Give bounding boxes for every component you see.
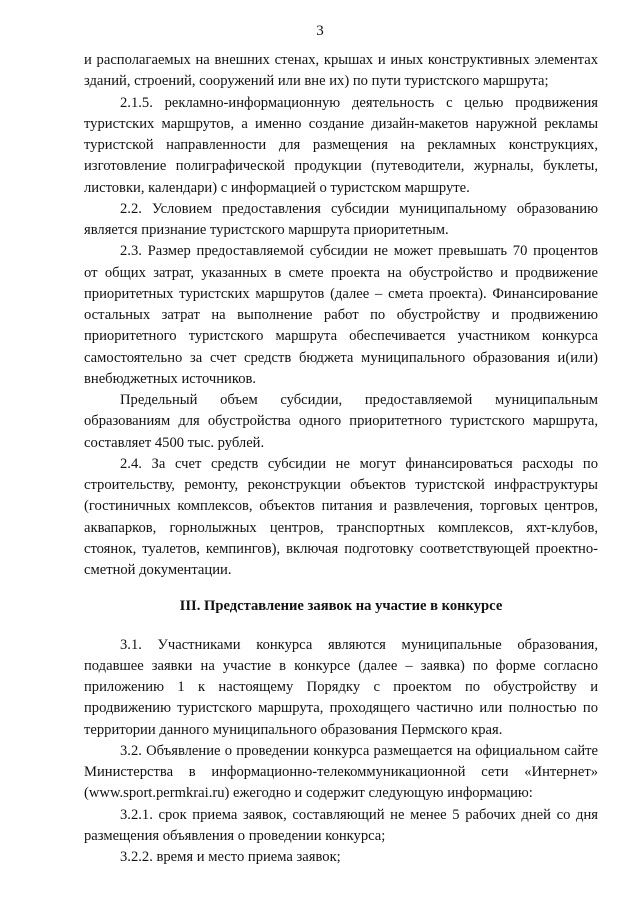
- paragraph-3-2-2: 3.2.2. время и место приема заявок;: [120, 849, 341, 865]
- paragraph-2-1-5: 2.1.5. рекламно-информационную деятельность с целью продвижения туристских маршрутов, а именно создание дизайн-макетов наружной рекламы туристской направленности для размещения на рекламных конструкциях, изготовление полиграфической продукции (путеводители, журналы, буклеты, листовки, календари) с информацией о туристском маршруте.: [84, 94, 598, 196]
- document-body: [84, 50, 598, 868]
- paragraph-3-2: 3.2. Объявление о проведении конкурса размещается на официальном сайте Министерства в информационно-телекоммуникационной сети «Интернет» (www.sport.permkrai.ru) ежегодно и содержит следующую информацию:: [84, 742, 598, 802]
- paragraph-3-2-1: 3.2.1. срок приема заявок, составляющий не менее 5 рабочих дней со дня размещения объявления о проведении конкурса;: [84, 806, 598, 844]
- paragraph-2-4: 2.4. За счет средств субсидии не могут финансироваться расходы по строительству, ремонту, реконструкции объектов туристской инфраструктуры (гостиничных комплексов, объектов питания и развлечения, торговых центров, аквапарков, горнолыжных центров, транспортных комплексов, яхт-клубов, стоянок, туалетов, кемпингов), включая подготовку соответствующей проектно-сметной документации.: [84, 455, 598, 578]
- page-number: 3: [316, 23, 324, 39]
- paragraph-continuation: и располагаемых на внешних стенах, крышах и иных конструктивных элементах зданий, строений, сооружений или вне их) по пути туристского маршрута;: [84, 52, 598, 90]
- paragraph-2-3: 2.3. Размер предоставляемой субсидии не может превышать 70 процентов от общих затрат, указанных в смете проекта на обустройство и продвижение приоритетных туристских маршрутов (далее – смета проекта). Финансирование остальных затрат на выполнение работ по обустройству и продвижению приоритетного туристского маршрута обеспечивается участником конкурса самостоятельно за счет средств бюджета муниципального образования и(или) внебюджетных источников.: [84, 243, 598, 387]
- paragraph-2-2: 2.2. Условием предоставления субсидии муниципальному образованию является признание туристского маршрута приоритетным.: [84, 200, 598, 238]
- paragraph-subsidy-limit: Предельный объем субсидии, предоставляемой муниципальным образованиям для обустройства одного приоритетного туристского маршрута, составляет 4500 тыс. рублей.: [84, 392, 598, 451]
- paragraph-3-1: 3.1. Участниками конкурса являются муниципальные образования, подавшее заявки на участие в конкурсе (далее – заявка) по форме согласно приложению 1 к настоящему Порядку с проектом по обустройству и продвижению туристского маршрута, проходящего частично или полностью по территории данного муниципального образования Пермского края.: [84, 636, 598, 738]
- section-heading: III. Представление заявок на участие в конкурсе: [179, 598, 503, 615]
